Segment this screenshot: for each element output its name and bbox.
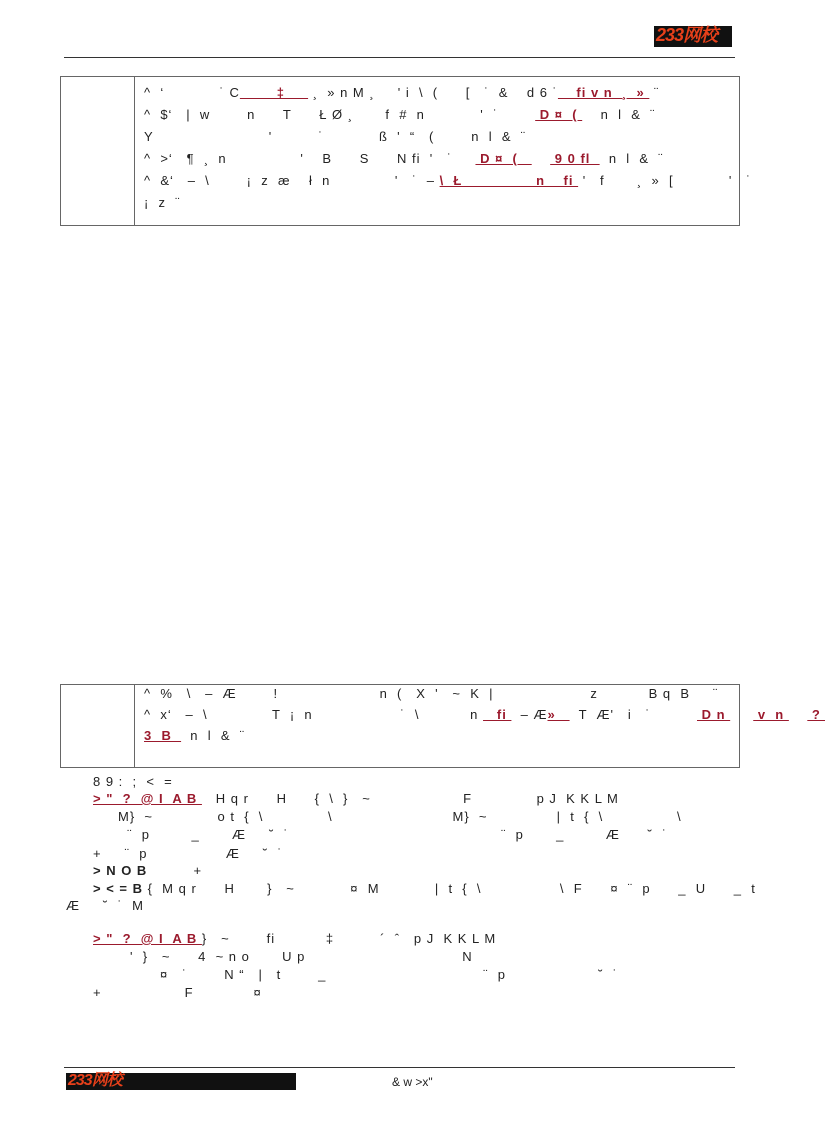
text-segment: ' } ~ 4 ~ n o U p N — [130, 949, 473, 964]
inline-link[interactable]: » — [547, 707, 570, 722]
body-line — [93, 846, 283, 861]
text-segment: ¸ » n M ¸ ' i \ ( [ ˙ & d 6 ˙ — [308, 85, 558, 100]
inline-link[interactable]: \ Ł n fi — [439, 173, 579, 188]
text-segment: + ¨ p Æ ˘ ˙ — [93, 846, 283, 861]
body-line — [93, 881, 756, 896]
body-line — [130, 949, 473, 964]
text-segment: ¨ — [649, 85, 660, 100]
text-segment — [532, 151, 550, 166]
inline-link[interactable]: ? — [807, 707, 825, 722]
note-line — [144, 728, 245, 743]
body-line — [93, 863, 202, 878]
note-box-divider — [134, 77, 135, 225]
text-segment: M} ~ o t { \ \ M} ~ | t { \ \ — [118, 809, 682, 824]
inline-link[interactable]: D ¤ ( — [475, 151, 532, 166]
text-segment: Y ' ˙ ß ' “ ( n l & ¨ — [144, 129, 527, 144]
inline-link[interactable]: D n — [697, 707, 731, 722]
footer-logo: 233网校 — [66, 1073, 296, 1090]
note-line — [144, 129, 526, 144]
body-line — [93, 791, 619, 806]
header-rule — [64, 57, 735, 58]
inline-link[interactable]: fi — [483, 707, 512, 722]
text-segment: ¤ ˙ N “ | t _ ¨ p ˘ ˙ — [160, 967, 619, 982]
text-segment: ^ $‘ | w n T Ł Ø ¸ f # n ' ˙ — [144, 107, 536, 122]
inline-link[interactable]: > " ? @ I A B — [93, 791, 202, 806]
text-segment: n l & ¨ — [582, 107, 656, 122]
body-line — [93, 985, 262, 1000]
note-line — [144, 173, 752, 188]
body-line — [93, 931, 496, 946]
note-line — [144, 85, 659, 100]
note-line — [144, 107, 655, 122]
text-segment: Æ ˘ ˙ M — [66, 898, 144, 913]
text-segment: { M q r H } ~ ¤ M | t { \ \ F ¤ ¨ p _ U _ t — [143, 881, 756, 896]
body-line — [160, 967, 618, 982]
text-segment: T Æ' i ˙ — [569, 707, 697, 722]
text-segment — [789, 707, 807, 722]
text-segment: ^ &‘ – \ ¡ z æ ł n ' ˙ – — [144, 173, 440, 188]
body-line — [118, 827, 667, 842]
body-line — [118, 809, 682, 824]
brand-logo: 233网校 — [654, 26, 732, 47]
text-segment: ^ >‘ ¶ ¸ n ' B S N fi ' ˙ — [144, 151, 476, 166]
inline-link[interactable]: > " ? @ I A B — [93, 931, 202, 946]
text-segment: ^ % \ – Æ ! n ( X ' ~ K | z B q B ¨ — [144, 686, 719, 701]
inline-link[interactable]: D ¤ ( — [535, 107, 583, 122]
inline-link[interactable]: ‡ — [239, 85, 309, 100]
text-segment: – Æ — [511, 707, 548, 722]
text-segment: > N O B — [93, 863, 148, 878]
inline-link[interactable]: 9 0 fl — [550, 151, 600, 166]
footer-page-text: & w >x" — [392, 1075, 433, 1089]
inline-link[interactable]: fi v n ¸ » — [557, 85, 650, 100]
text-segment: ^ ‘ ˙ C — [144, 85, 240, 100]
text-segment: ¨ p _ Æ ˘ ˙ ¨ p _ Æ ˘ ˙ — [118, 827, 668, 842]
note-line — [144, 151, 664, 166]
text-segment: n l & ¨ — [599, 151, 664, 166]
text-segment: } ~ fi ‡ ´ ˆ p J K K L M — [201, 931, 497, 946]
text-segment: ¡ z ¨ — [144, 195, 181, 210]
text-segment: 8 9 : ; < = — [93, 774, 173, 789]
body-line — [66, 898, 144, 913]
text-segment: H q r H { \ } ~ F p J K K L M — [201, 791, 619, 806]
text-segment: ^ x‘ – \ T ¡ n ˙ \ n — [144, 707, 484, 722]
note-line — [144, 686, 718, 701]
text-segment: + F ¤ — [93, 985, 262, 1000]
footer-rule — [64, 1067, 735, 1068]
note-line — [144, 195, 181, 210]
text-segment: n l & ¨ — [181, 728, 246, 743]
text-segment: + — [147, 863, 203, 878]
text-segment: ' f ¸ » [ ' ˙ — [578, 173, 752, 188]
note-box-divider — [134, 685, 135, 767]
inline-link[interactable]: 3 B — [144, 728, 182, 743]
note-line — [144, 707, 825, 722]
body-line — [93, 774, 173, 789]
text-segment: > < = B — [93, 881, 143, 896]
inline-link[interactable]: v n — [753, 707, 789, 722]
text-segment — [730, 707, 753, 722]
